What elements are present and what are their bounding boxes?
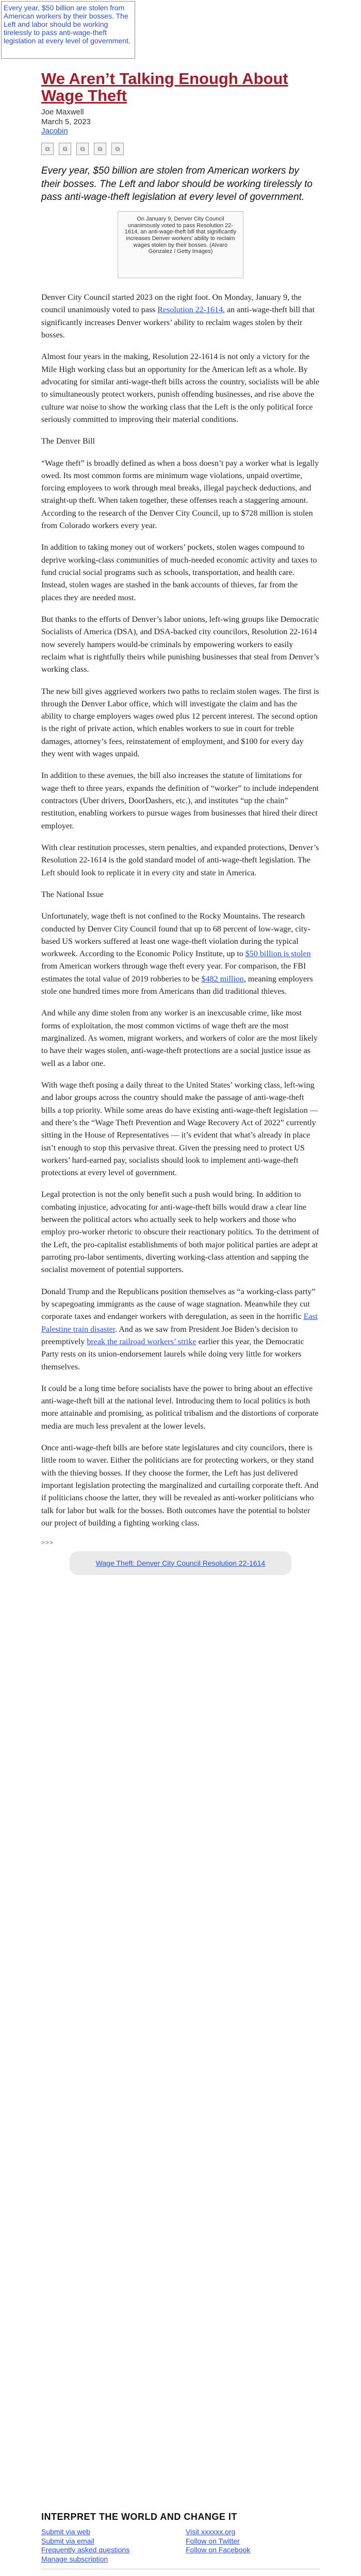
hero-image [118,211,243,278]
paragraph: Denver City Council started 2023 on the right foot. On Monday, January 9, the council unanimously voted to pass Resolution 22-1614, an anti-wage-theft bill that significantly increases Denver workers’ ability to reclaim wages stolen by their bosses. [41,293,315,340]
share-icon-3[interactable]: ⧉ [76,143,89,155]
publish-date: March 5, 2023 [41,117,91,126]
hero [41,211,320,278]
paragraph: In addition to taking money out of workers’ pockets, stolen wages compound to deprive working-class communities of much-needed economic activity and taxes to fund crucial social programs such as schools, transportation, and health care. Instead, stolen wages are stashed in the bank accounts of thieves, far from the places they are needed most. [41,543,317,602]
paragraph: Unfortunately, wage theft is not confined to the Rocky Mountains. The research conducted by Denver City Council found that up to 68 percent of low-wage, city-based US workers suffered at least one wage-theft violation during the typical workweek. According to the Economic Policy Institute, up to $50 billion is stolen from American workers through wage theft every year. For comparison, the FBI estimates the total value of 2019 robberies to be $482 million, meaning employers stole one hundred times more from Americans than did traditional thieves. [41,912,313,996]
paragraph: In addition to these avenues, the bill also increases the statute of limitations for wage theft to three years, expands the definition of “worker” to include independent contractors (Uber drivers, DoorDashers, etc.), and institutes “up the chain” restitution, enabling workers to pursue wages from businesses that hired their direct employer. [41,771,319,831]
end-mark: >>> [41,1539,54,1547]
footer-link-visit[interactable]: Visit xxxxxx.org [186,2528,236,2536]
section-heading-national-issue: The National Issue [41,890,104,899]
dek: Every year, $50 billion are stolen from American workers by their bosses. The Left and labor should be working tirelessly to pass anti-wage-theft legislation at every level of government. [41,165,313,203]
footer-title: INTERPRET THE WORLD AND CHANGE IT [41,2512,237,2522]
paragraph: It could be a long time before socialists have the power to bring about an effective anti-wage-theft bill at the national level. Introducing them to local politics is both more attainable and promising, as political tribalism and the distortions of corporate media are much less prevalent at the lower levels. [41,1384,319,1431]
footer [31,2512,330,2576]
byline [41,108,320,137]
east-palestine-link[interactable]: East Palestine train disaster [41,1312,318,1334]
share-icon-5[interactable]: ⧉ [111,143,124,155]
footer-link-twitter[interactable]: Follow on Twitter [186,2536,240,2545]
paragraph: “Wage theft” is broadly defined as when a boss doesn’t pay a worker what is legally owed. Its most common forms are minimum wage violations, unpaid overtime, forcing employees to work through meal breaks, illegal paycheck deductions, and straight-up theft. When taken together, these offenses reach a staggering amount. According to the research of the Denver City Council, up to $728 million is stolen from Colorado workers every year. [41,459,319,531]
related-link-text[interactable]: Wage Theft: Denver City Council Resolution 22-1614 [95,1558,266,1567]
paragraph: Almost four years in the making, Resolution 22-1614 is not only a victory for the Mile High working class but an opportunity for the American left as a whole. By advocating for similar anti-wage-theft bills across the country, socialists will be able to simultaneously protect workers, punish offending businesses, and rise above the culture war noise to show the working class that the Left is the only political force seriously committed to improving their material conditions. [41,352,320,424]
hero-caption: On January 9, Denver City Council unanimously voted to pass Resolution 22-1614, an anti-wage-theft bill that significantly increases Denver workers’ ability to reclaim wages stolen by their bosses. (Alvaro Gonzalez / Getty Images) [124,216,237,255]
paragraph: With clear restitution processes, stern penalties, and expanded protections, Denver’s Resolution 22-1614 is the gold standard model of anti-wage-theft legislation. The Left should look to replicate it in every city and state in America. [41,843,319,877]
article-card [31,66,330,1585]
top-notice-text: Every year, $50 billion are stolen from American workers by their bosses. The Left and labor should be working tirelessly to pass anti-wage-theft legislation at every level of government. [4,4,130,45]
robberies-link[interactable]: $482 million [201,974,244,984]
paragraph: Legal protection is not the only benefit such a push would bring. In addition to combating injustice, advocating for anti-wage-theft bills would draw a clear line between the political actors who actually seek to help workers and those who employ pro-worker rhetoric to obscure their reactionary politics. To the detriment of the Left, the pro-capitalist establishments of both major political parties are adept at parroting pro-labor sentiments, diverting working-class attention and sapping the socialist movement of potential supporters. [41,1190,319,1275]
stolen-link[interactable]: $50 billion is stolen [245,950,311,959]
article [31,70,330,1575]
footer-link-submit-web[interactable]: Submit via web [41,2528,90,2536]
section-heading-denver-bill: The Denver Bill [41,437,95,446]
resolution-link[interactable]: Resolution 22-1614 [157,306,223,315]
article-title[interactable]: We Aren’t Talking Enough About Wage Theft [41,70,288,105]
share-row [41,143,320,155]
footer-link-submit-email[interactable]: Submit via email [41,2536,94,2545]
paragraph: Once anti-wage-theft bills are before state legislatures and city councilors, there is little room to waver. Either the politicians are for protecting workers, or they stand with the thieving bosses. If they choose the former, the Left has just delivered important legislation protecting the marginalized and curtailing corporate theft. And if politicians choose the latter, they will be revealed as anti-worker politicians who talk for labor but walk for the bosses. Both outcomes have the potential to bolster our project of building a fighting working class. [41,1444,319,1528]
article-body [41,292,320,1575]
footer-right [186,2528,320,2564]
paragraph: The new bill gives aggrieved workers two paths to reclaim stolen wages. The first is through the Denver Labor office, which will investigate the claim and has the ability to charge employers wages owed plus 12 percent interest. The second option is the right of private action, which enables workers to sue in court for treble damages, attorney’s fees, reinstatement of employment, and $100 for every day they went with wages unpaid. [41,687,319,759]
footer-link-faq[interactable]: Frequently asked questions [41,2546,130,2554]
footer-left [41,2528,175,2564]
paragraph: With wage theft posing a daily threat to the United States’ working class, left-wing and labor groups across the country should make the passage of anti-wage-theft bills a top priority. While some areas do have existing anti-wage-theft legislation — and there’s the “Wage Theft Prevention and Wage Recovery Act of 2022” currently sitting in the House of Representatives — it’s evident that what’s already in place isn’t enough to stop this pervasive threat. Given the pressing need to protect US workers’ hard-earned pay, socialists should look to implement anti-wage-theft protections at every level of government. [41,1080,318,1178]
share-icon-2[interactable]: ⧉ [59,143,71,155]
related-link-pill [41,1551,320,1575]
share-icon-4[interactable]: ⧉ [94,143,106,155]
footer-link-facebook[interactable]: Follow on Facebook [186,2546,251,2554]
share-icon-1[interactable]: ⧉ [41,143,54,155]
author: Joe Maxwell [41,107,84,116]
paragraph: And while any dime stolen from any worker is an inexcusable crime, like most forms of exploitation, the most common victims of wage theft are the most marginalized. As women, migrant workers, and workers of color are the most likely to have their wages stolen, anti-wage-theft protections are a social justice issue as well as a labor one. [41,1009,318,1068]
publication-link[interactable]: Jacobin [41,127,68,136]
railroad-strike-link[interactable]: break the railroad workers’ strike [87,1337,196,1346]
top-notice [1,1,135,59]
footer-grid [41,2528,320,2564]
paragraph: But thanks to the efforts of Denver’s labor unions, left-wing groups like Democratic Socialists of America (DSA), and DSA-backed city councilors, Resolution 22-1614 now severely hampers would-be criminals by empowering workers to easily reclaim what is rightfully theirs while punishing businesses that steal from Denver’s working class. [41,615,319,674]
footer-link-manage-subscription[interactable]: Manage subscription [41,2554,108,2563]
related-link-container[interactable] [70,1551,291,1575]
paragraph: Donald Trump and the Republicans position themselves as “a working-class party” by scapegoating immigrants as the cause of wage stagnation. Meanwhile they cut corporate taxes and endanger workers with deregulation, as seen in the horrific East Palestine train disaster. And as we saw from President Joe Biden’s decision to preemptively break the railroad workers’ strike earlier this year, the Democratic Party rests on its union-endorsement laurels while doing very little for workers themselves. [41,1287,318,1371]
